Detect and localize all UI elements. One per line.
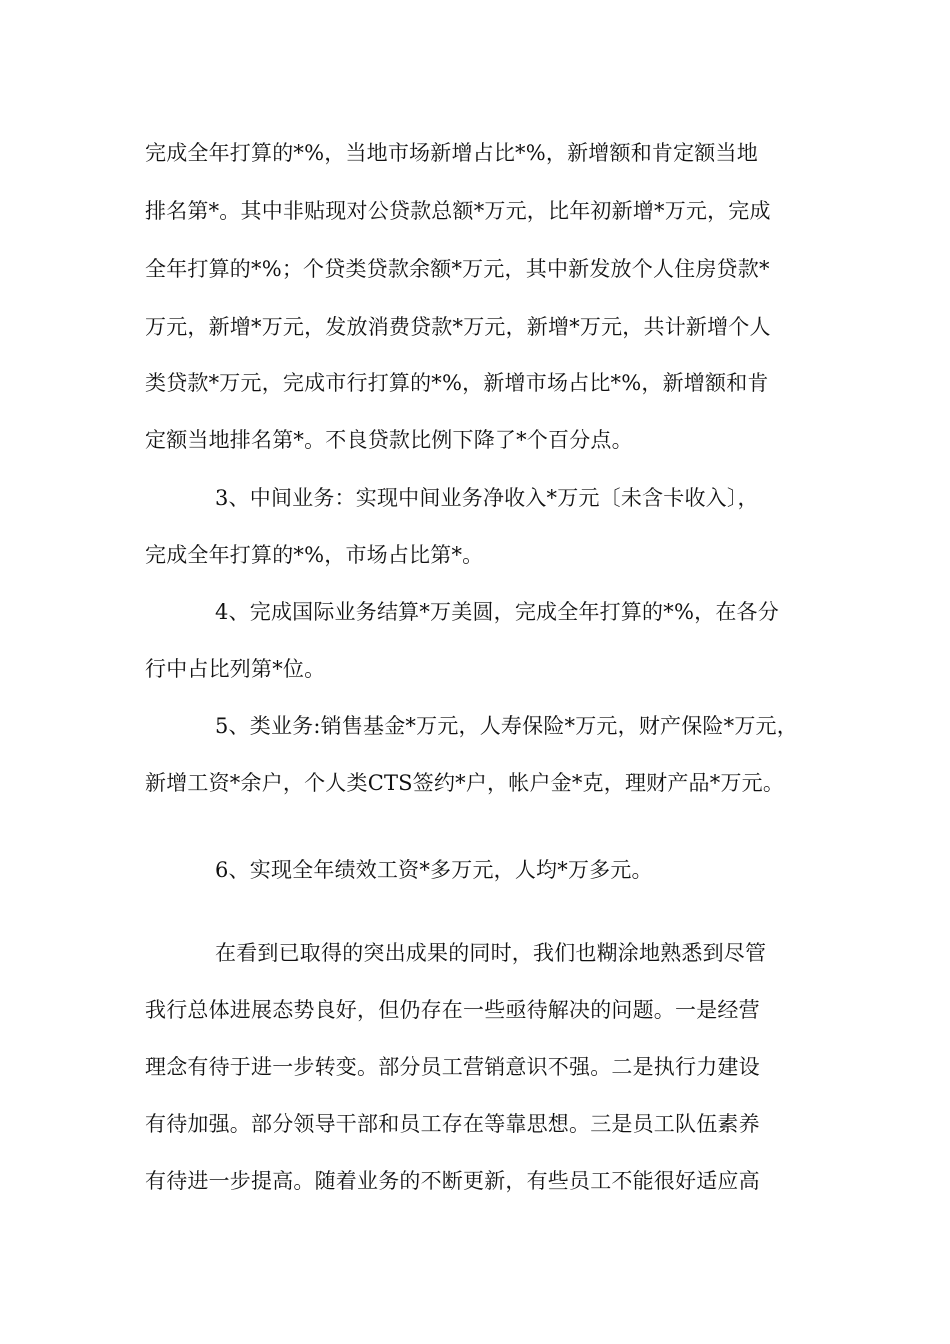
text-line: 排名第*。其中非贴现对公贷款总额*万元，比年初新增*万元，完成 — [145, 199, 771, 223]
paragraph-start-line: 5、类业务:销售基金*万元，人寿保险*万元，财产保险*万元， — [215, 714, 798, 738]
text-line: 有待进一步提高。随着业务的不断更新，有些员工不能很好适应高 — [145, 1169, 760, 1193]
paragraph-start-line: 6、实现全年绩效工资*多万元，人均*万多元。 — [215, 858, 653, 882]
paragraph-start-line: 4、完成国际业务结算*万美圆，完成全年打算的*%，在各分 — [215, 600, 779, 624]
text-line: 全年打算的*%；个贷类贷款余额*万元，其中新发放个人住房贷款* — [145, 257, 770, 281]
text-line: 理念有待于进一步转变。部分员工营销意识不强。二是执行力建设 — [145, 1055, 760, 1079]
text-line: 新增工资*余户，个人类CTS签约*户，帐户金*克，理财产品*万元。 — [145, 771, 785, 795]
text-line: 定额当地排名第*。不良贷款比例下降了*个百分点。 — [145, 428, 633, 452]
text-line: 完成全年打算的*%，当地市场新增占比*%，新增额和肯定额当地 — [145, 141, 758, 165]
text-line: 我行总体进展态势良好，但仍存在一些亟待解决的问题。一是经营 — [145, 998, 760, 1022]
text-line: 类贷款*万元，完成市行打算的*%，新增市场占比*%，新增额和肯 — [145, 371, 769, 395]
text-line: 有待加强。部分领导干部和员工存在等靠思想。三是员工队伍素养 — [145, 1112, 760, 1136]
text-line: 万元，新增*万元，发放消费贷款*万元，新增*万元，共计新增个人 — [145, 315, 771, 339]
paragraph-start-line: 3、中间业务：实现中间业务净收入*万元〔未含卡收入〕， — [215, 486, 759, 510]
text-line: 行中占比列第*位。 — [145, 657, 326, 681]
text-line: 完成全年打算的*%，市场占比第*。 — [145, 543, 484, 567]
paragraph-start-line: 在看到已取得的突出成果的同时，我们也糊涂地熟悉到尽管 — [215, 941, 767, 965]
